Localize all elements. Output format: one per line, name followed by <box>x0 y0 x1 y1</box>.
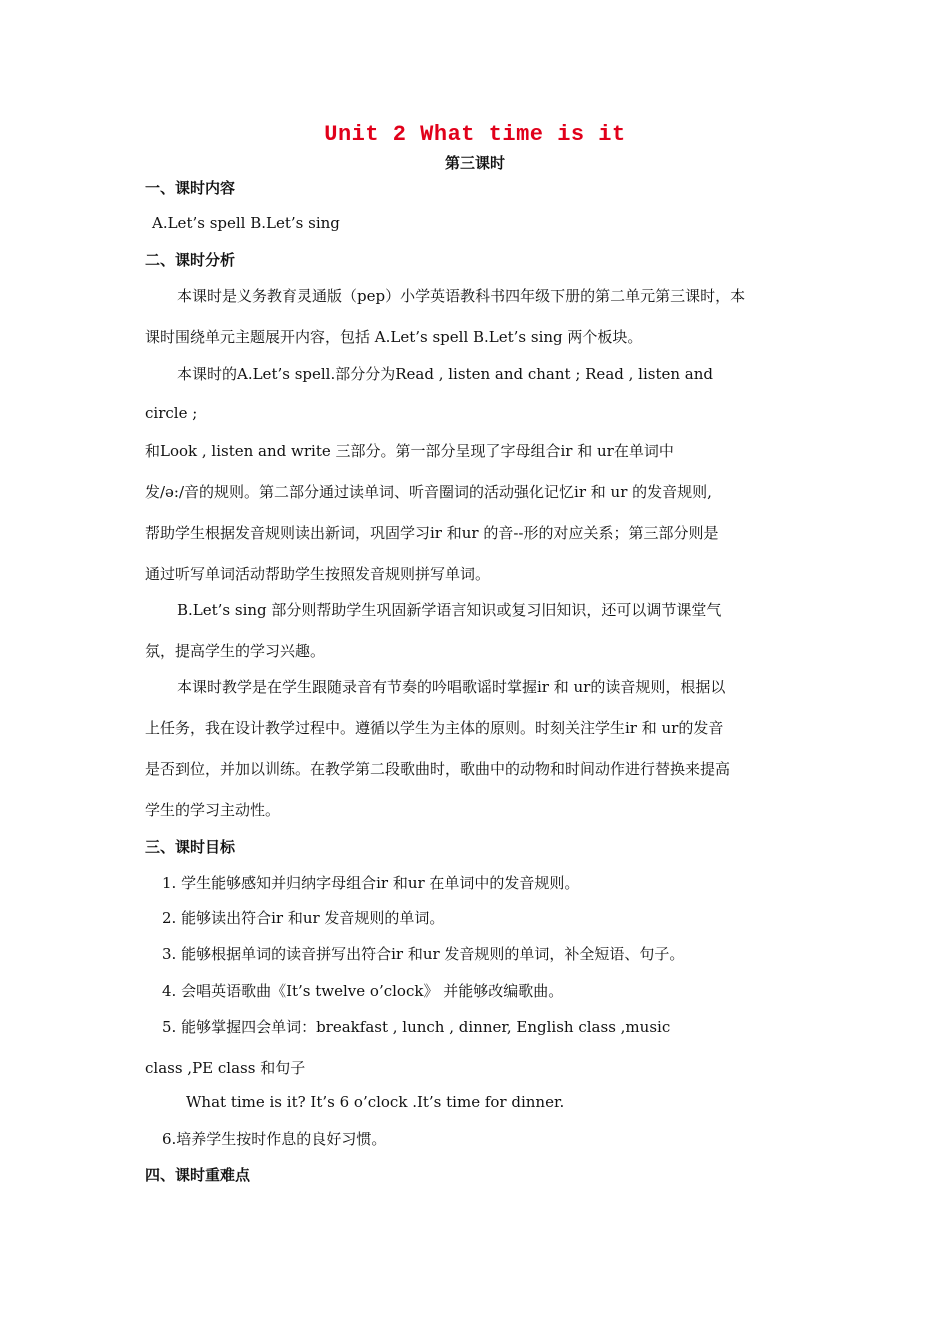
analysis-line: 本课时教学是在学生跟随录音有节奏的吟唱歌谣时掌握ir 和 ur的读音规则，根据以 <box>177 678 726 696</box>
page-subtitle: 第三课时 <box>444 154 505 172</box>
analysis-line: 课时围绕单元主题展开内容，包括 A.Let’s spell B.Let’s sing 两个板块。 <box>145 328 643 346</box>
goal-item: 4. 会唱英语歌曲《It’s twelve o’clock》 并能够改编歌曲。 <box>162 982 564 1000</box>
analysis-line: 发/ə:/音的规则。第二部分通过读单词、听音圈词的活动强化记忆ir 和 ur 的发音规则, <box>145 483 712 501</box>
analysis-line: 本课时的A.Let’s spell.部分分为Read , listen and chant ; Read , listen and <box>177 365 713 383</box>
section-heading-analysis: 二、课时分析 <box>145 251 236 269</box>
analysis-line: B.Let’s sing 部分则帮助学生巩固新学语言知识或复习旧知识，还可以调节课堂气 <box>177 601 722 619</box>
goal-item: 2. 能够读出符合ir 和ur 发音规则的单词。 <box>162 909 445 927</box>
content-line: A.Let’s spell B.Let’s sing <box>152 214 340 232</box>
section-heading-goals: 三、课时目标 <box>145 838 236 856</box>
page-title: Unit 2 What time is it <box>324 122 626 147</box>
goal-item: 6.培养学生按时作息的良好习惯。 <box>162 1130 387 1148</box>
goal-item: 1. 学生能够感知并归纳字母组合ir 和ur 在单词中的发音规则。 <box>162 874 580 892</box>
goal-item: 5. 能够掌握四会单词：breakfast , lunch , dinner, English class ,music <box>162 1018 671 1036</box>
analysis-line: 和Look , listen and write 三部分。第一部分呈现了字母组合ir 和 ur在单词中 <box>145 442 674 460</box>
analysis-line: 帮助学生根据发音规则读出新词，巩固学习ir 和ur 的音--形的对应关系；第三部分则是 <box>145 524 719 542</box>
analysis-line: 氛，提高学生的学习兴趣。 <box>145 642 326 660</box>
analysis-line: 是否到位，并加以训练。在教学第二段歌曲时，歌曲中的动物和时间动作进行替换来提高 <box>145 760 731 778</box>
analysis-line: 通过听写单词活动帮助学生按照发音规则拼写单词。 <box>145 565 491 583</box>
analysis-line: 上任务，我在设计教学过程中。遵循以学生为主体的原则。时刻关注学生ir 和 ur的发音 <box>145 719 724 737</box>
goal-item: 3. 能够根据单词的读音拼写出符合ir 和ur 发音规则的单词，补全短语、句子。 <box>162 945 685 963</box>
section-heading-content: 一、课时内容 <box>145 179 236 197</box>
analysis-line: 学生的学习主动性。 <box>145 801 281 819</box>
goal-item-continued: class ,PE class 和句子 <box>145 1059 306 1077</box>
section-heading-difficulties: 四、课时重难点 <box>145 1166 251 1184</box>
analysis-line: 本课时是义务教育灵通版（pep）小学英语教科书四年级下册的第二单元第三课时，本 <box>177 287 746 305</box>
goal-example-sentence: What time is it? It’s 6 o’clock .It’s time for dinner. <box>186 1093 565 1111</box>
analysis-line: circle ; <box>145 404 198 422</box>
